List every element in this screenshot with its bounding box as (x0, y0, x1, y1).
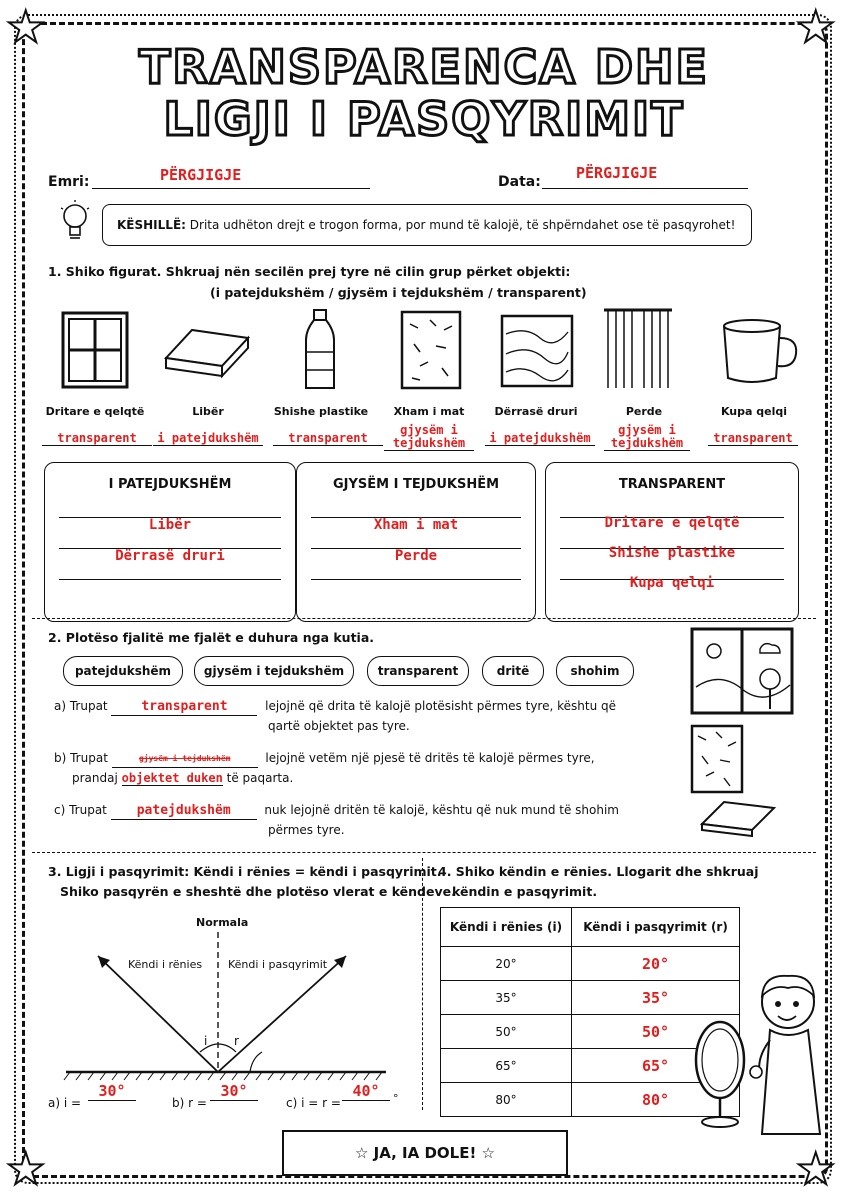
object-label: Xham i mat (393, 405, 465, 418)
star-icon: ★ (6, 2, 46, 53)
table-row: 80° 80° (441, 1083, 740, 1117)
star-icon: ★ (796, 2, 836, 53)
word-pill: gjysëm i tejdukshëm (194, 656, 354, 686)
object-answer[interactable]: gjysëm i tejdukshëm (384, 424, 474, 451)
page-title-line1: TRANSPARENCA DHE (139, 40, 709, 94)
reflection-diagram (40, 912, 410, 1082)
q3-title2: Shiko pasqyrën e sheshtë dhe plotëso vlerat e këndeve. (60, 884, 456, 899)
tip-label: KËSHILLË: (117, 218, 186, 232)
sentence-c: c) Trupat patejdukshëm nuk lejojnë dritën të kalojë, kështu që nuk mund të shohim (54, 803, 619, 818)
angle-i-mark: i (204, 1034, 208, 1048)
word-pill: dritë (482, 656, 544, 686)
window-landscape-icon (690, 627, 794, 715)
sentence-c-answer[interactable]: patejdukshëm (111, 803, 257, 820)
q1-title: 1. Shiko figurat. Shkruaj nën secilën prej tyre në cilin grup përket objekti: (48, 264, 571, 279)
sentence-a-answer[interactable]: transparent (111, 699, 257, 716)
sentence-b-answer[interactable]: gjysëm i tejdukshëm (112, 751, 258, 768)
group-translucent (296, 462, 536, 622)
degree-suffix: ° (393, 1092, 399, 1105)
object-label: Dritare e qelqtë (45, 405, 145, 418)
object-answer[interactable]: i patejdukshëm (485, 432, 595, 446)
group-item[interactable]: Dërrasë druri (115, 548, 225, 564)
name-label: Emri: (48, 174, 90, 190)
frosted-glass-icon (690, 724, 744, 794)
name-value[interactable]: PËRGJIGJE (160, 166, 242, 184)
curtain-icon (602, 304, 674, 392)
word-pill: shohim (556, 656, 634, 686)
group-title: I PATEJDUKSHËM (108, 477, 232, 492)
star-icon: ★ (796, 1144, 836, 1195)
object-label: Perde (625, 405, 663, 418)
normal-label: Normala (196, 916, 249, 929)
group-title: TRANSPARENT (618, 477, 726, 492)
word-pill: transparent (367, 656, 469, 686)
glass-cup-icon (720, 316, 800, 386)
group-item[interactable]: Shishe plastike (608, 545, 736, 561)
incident-label: Këndi i rënies (128, 958, 203, 971)
word-pill: patejdukshëm (63, 656, 183, 686)
sentence-a-cont: qartë objektet pas tyre. (268, 719, 410, 733)
page-title-line2: LIGJI I PASQYRIMIT (163, 92, 685, 146)
object-answer[interactable]: transparent (273, 432, 383, 446)
object-answer[interactable]: transparent (42, 432, 152, 446)
tip-text: Drita udhëton drejt e trogon forma, por mund të kalojë, të shpërndahet ose të pasqyrohet! (189, 218, 736, 232)
frosted-glass-icon (400, 310, 462, 390)
wood-board-icon (500, 314, 574, 388)
window-icon (60, 310, 130, 390)
q2-title: 2. Plotëso fjalitë me fjalët e duhura nga kutia. (48, 630, 375, 645)
table-header: Këndi i rënies (i) (441, 908, 572, 947)
divider (32, 618, 816, 619)
object-label: Libër (192, 405, 224, 418)
reflected-label: Këndi i pasqyrimit (228, 958, 328, 971)
answer-c-value[interactable]: 40° (342, 1082, 390, 1101)
answer-b-label: b) r = (172, 1096, 207, 1110)
q4-title1: 4. Shiko këndin e rënies. Llogarit dhe shkruaj (438, 864, 759, 879)
table-header: Këndi i pasqyrimit (r) (572, 908, 740, 947)
group-item[interactable]: Perde (394, 548, 438, 564)
object-answer[interactable]: gjysëm i tejdukshëm (604, 424, 690, 451)
lightbulb-icon (58, 198, 92, 248)
table-row: 35° 35° (441, 981, 740, 1015)
name-line (92, 188, 370, 189)
date-label: Data: (498, 174, 541, 190)
answer-a-value[interactable]: 30° (88, 1082, 136, 1101)
table-row: 20° 20° (441, 947, 740, 981)
object-label: Kupa qelqi (720, 405, 788, 418)
date-value[interactable]: PËRGJIGJE (576, 164, 658, 182)
object-answer[interactable]: i patejdukshëm (153, 432, 263, 446)
sentence-a: a) Trupat transparent lejojnë që drita të kalojë plotësisht përmes tyre, kështu që (54, 699, 616, 714)
group-transparent (545, 462, 799, 622)
completion-banner: ☆ JA, IA DOLE! ☆ (282, 1130, 568, 1176)
book-icon (698, 796, 778, 838)
q4-title2: këndin e pasqyrimit. (452, 884, 598, 899)
boy-with-mirror-illustration (690, 968, 830, 1136)
bottle-icon (300, 308, 340, 394)
tip-box (102, 204, 752, 246)
sentence-c-cont: përmes tyre. (268, 823, 345, 837)
star-icon: ★ (6, 1144, 46, 1195)
group-item[interactable]: Xham i mat (373, 517, 459, 533)
group-item[interactable]: Libër (148, 517, 192, 533)
q1-subtitle: (i patejdukshëm / gjysëm i tejdukshëm / transparent) (210, 285, 587, 300)
object-label: Dërrasë druri (494, 405, 578, 418)
group-opaque (44, 462, 296, 622)
table-row: 65° 65° (441, 1049, 740, 1083)
answer-a-label: a) i = (48, 1096, 82, 1110)
angle-r-mark: r (234, 1034, 239, 1048)
book-icon (162, 320, 252, 380)
object-label: Shishe plastike (273, 405, 369, 418)
object-answer[interactable]: transparent (708, 432, 798, 446)
answer-b-value[interactable]: 30° (210, 1082, 258, 1101)
date-line (542, 188, 748, 189)
sentence-b-answer2[interactable]: objektet duken (121, 771, 223, 785)
divider (32, 852, 816, 853)
sentence-b-cont: prandaj objektet duken të paqarta. (72, 771, 294, 785)
q3-title1: 3. Ligji i pasqyrimit: Këndi i rënies = këndi i pasqyrimit. (48, 864, 442, 879)
table-row: 50° 50° (441, 1015, 740, 1049)
group-item[interactable]: Dritare e qelqtë (604, 515, 740, 531)
group-title: GJYSËM I TEJDUKSHËM (332, 477, 500, 492)
sentence-b: b) Trupat gjysëm i tejdukshëm lejojnë vetëm një pjesë të dritës të kalojë përmes tyre, (54, 748, 595, 768)
group-item[interactable]: Kupa qelqi (629, 575, 715, 591)
answer-c-label: c) i = r = (286, 1096, 341, 1110)
